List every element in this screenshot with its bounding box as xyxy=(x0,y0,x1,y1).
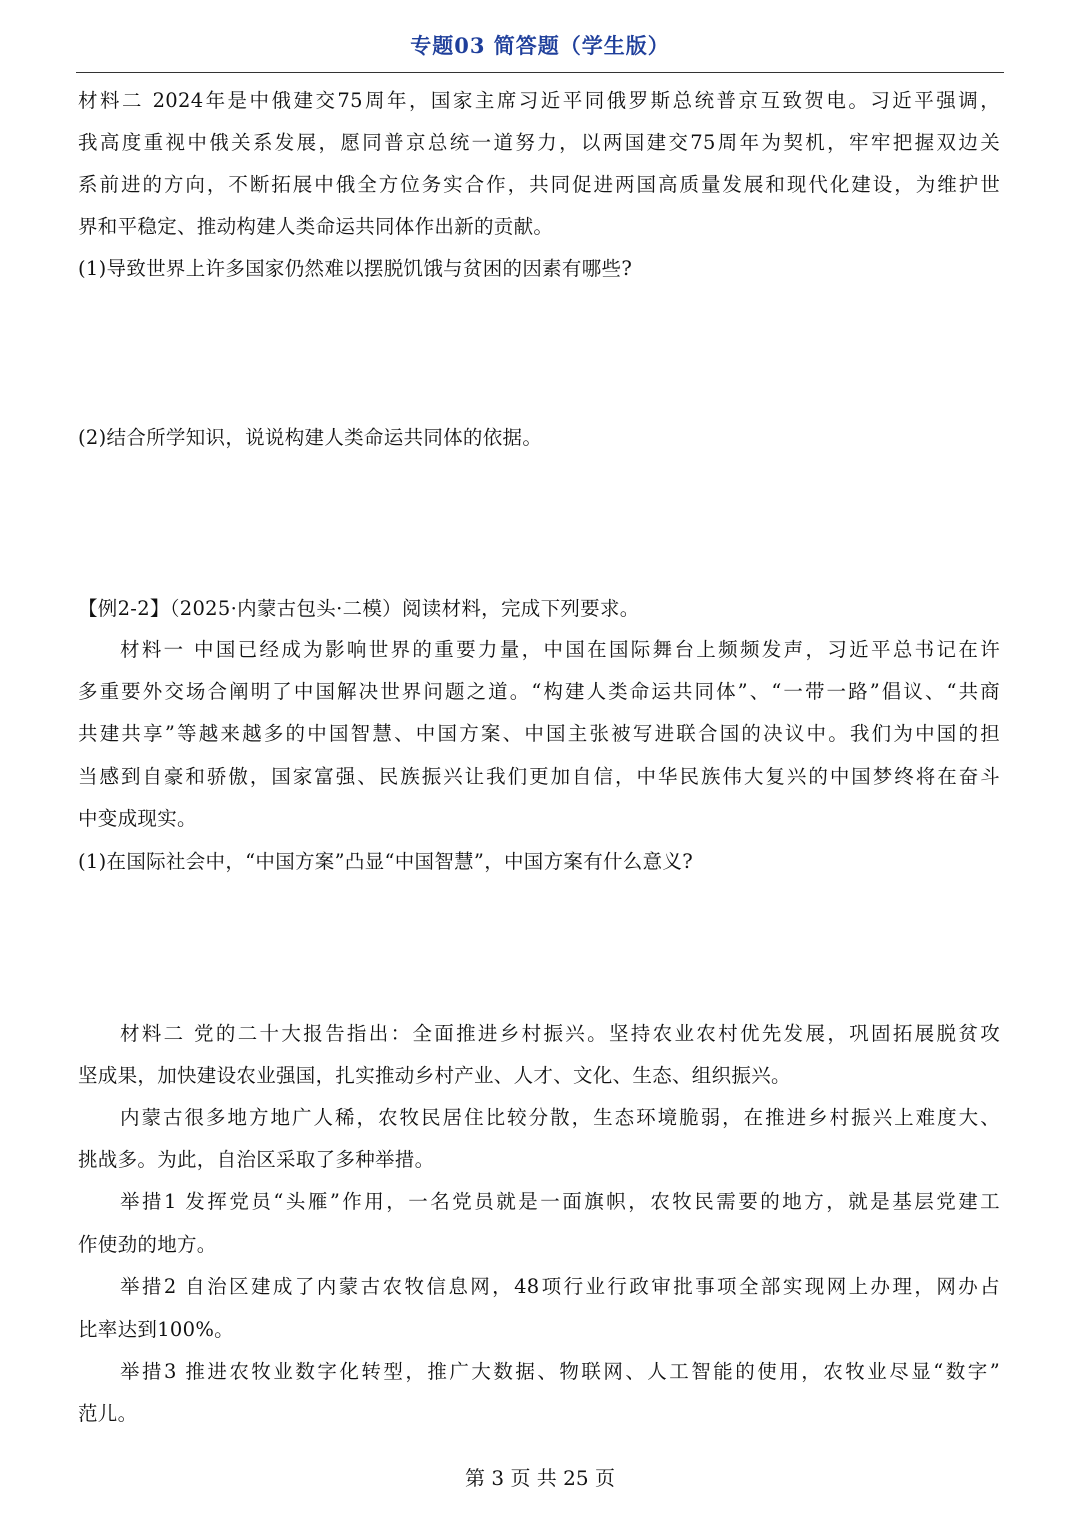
measure-1-line-1: 举措1 发挥党员“头雁”作用，一名党员就是一面旗帜，农牧民需要的地方，就是基层党建工 xyxy=(120,1190,1000,1213)
example-heading: 【例2-2】（2025·内蒙古包头·二模）阅读材料，完成下列要求。 xyxy=(78,597,640,620)
material-2-line-1: 材料二 2024年是中俄建交75周年，国家主席习近平同俄罗斯总统普京互致贺电。习近平强调， xyxy=(78,89,1000,112)
material-2-line-1: 材料二 党的二十大报告指出：全面推进乡村振兴。坚持农业农村优先发展，巩固拓展脱贫攻 xyxy=(120,1022,1000,1045)
material-2-line-2: 我高度重视中俄关系发展，愿同普京总统一道努力，以两国建交75周年为契机，牢牢把握双边关 xyxy=(78,131,1000,154)
material-1-line-3: 共建共享”等越来越多的中国智慧、中国方案、中国主张被写进联合国的决议中。我们为中国的担 xyxy=(78,722,1000,745)
header-divider xyxy=(76,72,1004,73)
material-1-line-2: 多重要外交场合阐明了中国解决世界问题之道。“构建人类命运共同体”、“一带一路”倡议、“共商 xyxy=(78,680,1000,703)
material-1-line-1: 材料一 中国已经成为影响世界的重要力量，中国在国际舞台上频频发声，习近平总书记在许 xyxy=(120,638,1000,661)
material-2-line-4: 界和平稳定、推动构建人类命运共同体作出新的贡献。 xyxy=(78,215,554,238)
question-2: (2)结合所学知识，说说构建人类命运共同体的依据。 xyxy=(78,426,543,449)
material-1-line-5: 中变成现实。 xyxy=(78,807,197,830)
measure-3-line-1: 举措3 推进农牧业数字化转型，推广大数据、物联网、人工智能的使用，农牧业尽显“数字” xyxy=(120,1360,1000,1383)
page-number: 第 3 页 共 25 页 xyxy=(465,1466,615,1490)
material-2-line-2: 坚成果，加快建设农业强国，扎实推动乡村产业、人才、文化、生态、组织振兴。 xyxy=(78,1064,791,1087)
measure-2-line-2: 比率达到100%。 xyxy=(78,1318,234,1341)
material-2-line-3: 内蒙古很多地方地广人稀，农牧民居住比较分散，生态环境脆弱，在推进乡村振兴上难度大、 xyxy=(120,1106,1000,1129)
material-2-line-4: 挑战多。为此，自治区采取了多种举措。 xyxy=(78,1148,435,1171)
question-1: (1)在国际社会中，“中国方案”凸显“中国智慧”，中国方案有什么意义? xyxy=(78,850,693,873)
material-1-line-4: 当感到自豪和骄傲，国家富强、民族振兴让我们更加自信，中华民族伟大复兴的中国梦终将在奋斗 xyxy=(78,765,1000,788)
measure-1-line-2: 作使劲的地方。 xyxy=(78,1233,217,1256)
material-2-line-3: 系前进的方向，不断拓展中俄全方位务实合作，共同促进两国高质量发展和现代化建设，为维护世 xyxy=(78,173,1000,196)
measure-2-line-1: 举措2 自治区建成了内蒙古农牧信息网，48项行业行政审批事项全部实现网上办理，网办占 xyxy=(120,1275,1000,1298)
measure-3-line-2: 范儿。 xyxy=(78,1402,138,1425)
question-1: (1)导致世界上许多国家仍然难以摆脱饥饿与贫困的因素有哪些? xyxy=(78,257,633,280)
document-title: 专题03 简答题（学生版） xyxy=(410,33,670,58)
